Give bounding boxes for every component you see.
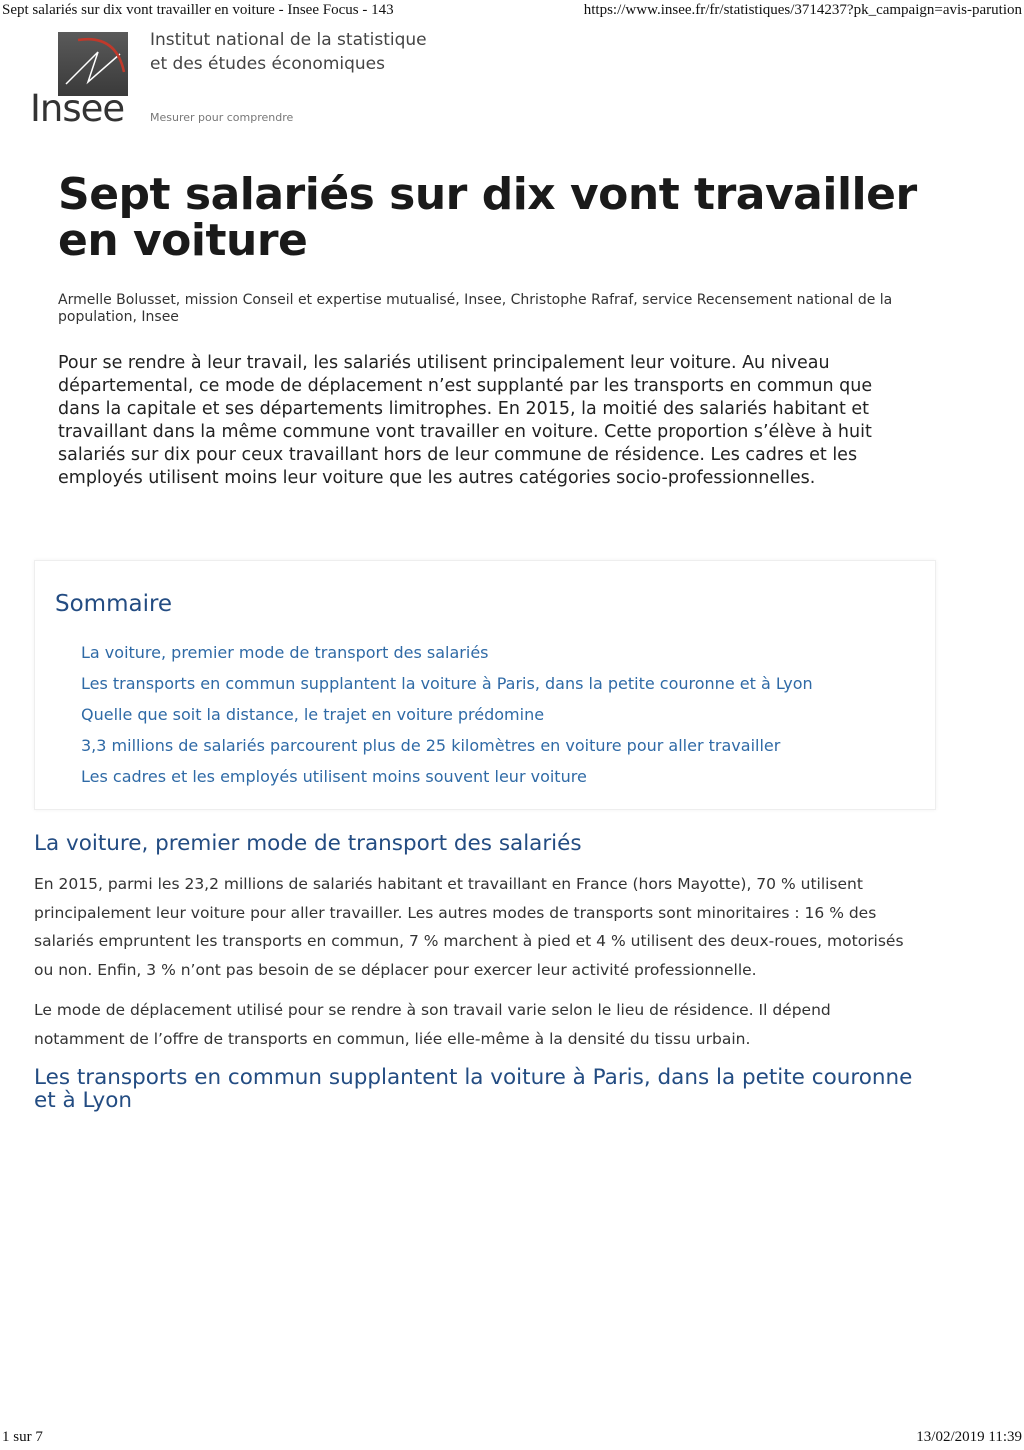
section-paragraph: Le mode de déplacement utilisé pour se rendre à son travail varie selon le lieu de résidence. Il dépend notamment de l’offre de transports en commun, liée elle-même à la densité du tissu urbain. bbox=[34, 1001, 831, 1048]
summary-link[interactable]: 3,3 millions de salariés parcourent plus de 25 kilomètres en voiture pour aller travailler bbox=[81, 736, 781, 755]
section-heading: Les transports en commun supplantent la voiture à Paris, dans la petite couronne et à Lyon bbox=[34, 1065, 913, 1113]
article-lead: Pour se rendre à leur travail, les salariés utilisent principalement leur voiture. Au niveau départemental, ce mode de déplacement n’est supplanté par les transports en commun que dans la capitale et ses départements limitrophes. En 2015, la moitié des salariés habitant et travaillant dans la même commune vont travailler en voiture. Cette proportion s’élève à huit salariés sur dix pour ceux travaillant hors de leur commune de résidence. Les cadres et les employés utilisent moins leur voiture que les autres catégories socio-professionnelles. bbox=[58, 353, 873, 488]
insee-logo[interactable] bbox=[30, 32, 130, 130]
institute-name-line1: Institut national de la statistique bbox=[150, 30, 427, 50]
print-footer bbox=[0, 1429, 1024, 1449]
summary-link[interactable]: Quelle que soit la distance, le trajet en voiture prédomine bbox=[81, 705, 545, 724]
print-datetime: 13/02/2019 11:39 bbox=[916, 1429, 1022, 1445]
summary-link[interactable]: Les cadres et les employés utilisent moins souvent leur voiture bbox=[81, 767, 587, 786]
summary-link[interactable]: La voiture, premier mode de transport des salariés bbox=[81, 643, 489, 662]
summary-title: Sommaire bbox=[55, 591, 173, 617]
institute-name bbox=[150, 28, 427, 76]
page-counter: 1 sur 7 bbox=[2, 1429, 43, 1445]
page-title: Sept salariés sur dix vont travailler en voiture bbox=[58, 169, 917, 266]
section-paragraph: En 2015, parmi les 23,2 millions de salariés habitant et travaillant en France (hors Mayotte), 70 % utilisent principalement leur voiture pour aller travailler. Les autres modes de transports sont minoritaires : 16 % des salariés empruntent les transports en commun, 7 % marchent à pied et 4 % utilisent des deux-roues, motorisés ou non. Enfin, 3 % n’ont pas besoin de se déplacer pour exercer leur activité professionnelle. bbox=[34, 875, 904, 979]
brand-tagline: Mesurer pour comprendre bbox=[150, 111, 294, 124]
logo-wordmark: Insee bbox=[30, 87, 125, 130]
summary-link[interactable]: Les transports en commun supplantent la voiture à Paris, dans la petite couronne et à Lyon bbox=[81, 674, 813, 693]
summary-box bbox=[34, 560, 936, 810]
print-header-url[interactable]: https://www.insee.fr/fr/statistiques/3714237?pk_campaign=avis-parution bbox=[583, 2, 1022, 18]
print-header bbox=[0, 2, 1024, 22]
institute-name-line2: et des études économiques bbox=[150, 54, 385, 74]
print-header-title: Sept salariés sur dix vont travailler en voiture - Insee Focus - 143 bbox=[2, 2, 394, 18]
article-authors: Armelle Bolusset, mission Conseil et expertise mutualisé, Insee, Christophe Rafraf, service Recensement national de la population, Insee bbox=[58, 292, 893, 325]
summary-list bbox=[81, 637, 813, 792]
section-heading: La voiture, premier mode de transport des salariés bbox=[34, 831, 582, 856]
